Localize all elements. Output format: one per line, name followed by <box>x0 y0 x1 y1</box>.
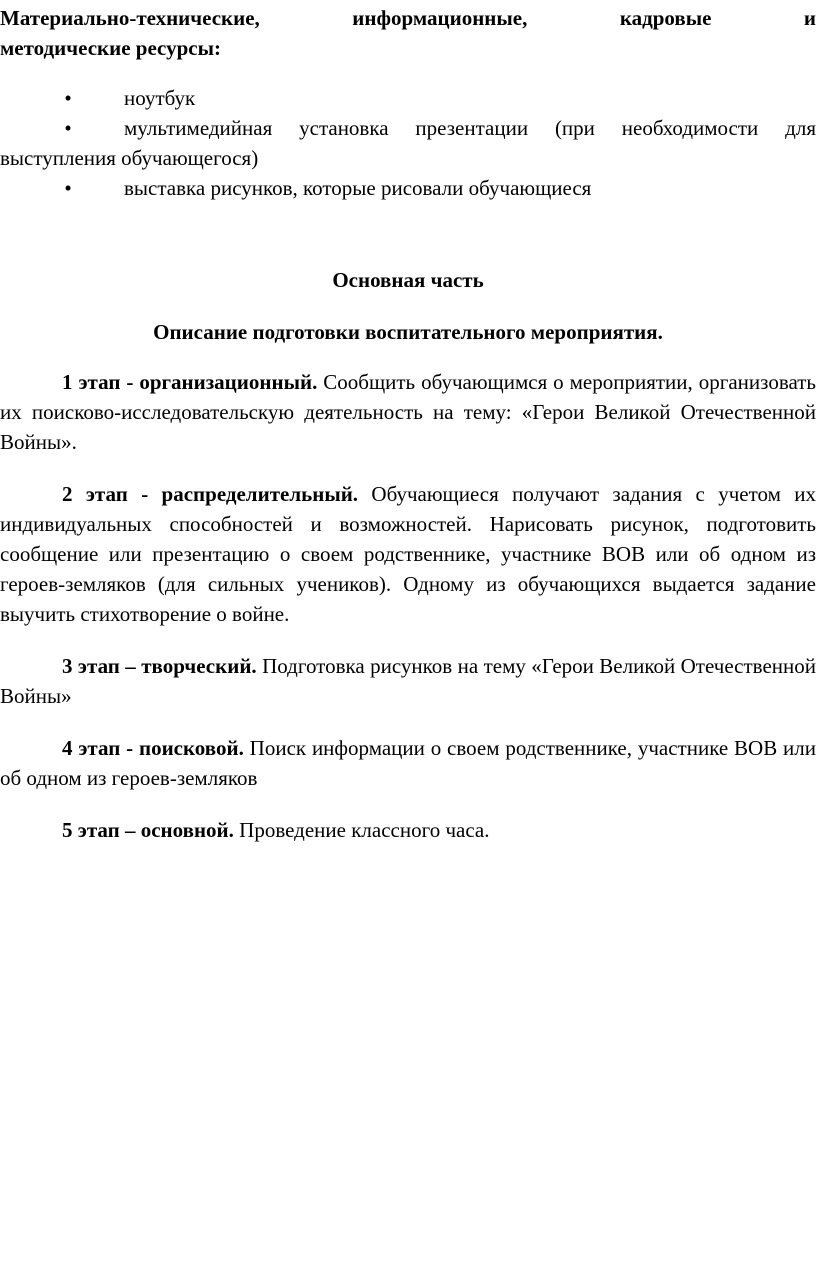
stage-label: 1 этап - организационный. <box>62 370 318 394</box>
stage-1-paragraph <box>0 367 816 457</box>
stage-5-paragraph <box>0 815 816 845</box>
stage-label: 3 этап – творческий. <box>62 654 257 678</box>
stage-label: 4 этап - поисковой. <box>62 736 244 760</box>
resources-list <box>0 83 816 203</box>
stage-text: Поиск информации о своем родственнике, участнике ВОВ или об одном из героев-земляков <box>0 736 816 790</box>
resources-heading-line1: Материально-технические, информационные, кадровые и <box>0 6 816 30</box>
stage-2-paragraph <box>0 479 816 629</box>
list-item <box>0 173 816 203</box>
list-item <box>0 113 816 173</box>
stage-text: Проведение классного часа. <box>233 818 490 842</box>
bullet-icon: • <box>64 176 72 200</box>
main-section-title: Основная часть <box>332 268 484 292</box>
bullet-icon: • <box>64 116 72 140</box>
list-item-text: выставка рисунков, которые рисовали обучающиеся <box>124 176 592 200</box>
stage-text: Обучающиеся получают задания с учетом их индивидуальных способностей и возможностей. Нарисовать рисунок, подготовить сообщение или презентацию о своем родственнике, участнике ВОВ или об одном из героев-земляков (для сильных учеников). Одному из обучающихся выдается задание выучить стихотворение о войне. <box>0 482 816 626</box>
list-item-text: мультимедийная установка презентации (при необходимости для выступления обучающегося) <box>0 116 816 170</box>
stage-3-paragraph <box>0 651 816 711</box>
stage-text: Подготовка рисунков на тему «Герои Великой Отечественной Войны» <box>0 654 816 708</box>
list-item-text: ноутбук <box>124 86 196 110</box>
preparation-title: Описание подготовки воспитательного мероприятия. <box>153 320 663 344</box>
stage-label: 5 этап – основной. <box>62 818 234 842</box>
resources-heading-line2: методические ресурсы: <box>0 36 221 60</box>
stage-text: Сообщить обучающимся о мероприятии, организовать их поисково-исследовательскую деятельность на тему: «Герои Великой Отечественной Войны». <box>0 370 816 454</box>
stage-4-paragraph <box>0 733 816 793</box>
list-item <box>0 83 816 113</box>
bullet-icon: • <box>64 86 72 110</box>
stage-label: 2 этап - распределительный. <box>62 482 359 506</box>
